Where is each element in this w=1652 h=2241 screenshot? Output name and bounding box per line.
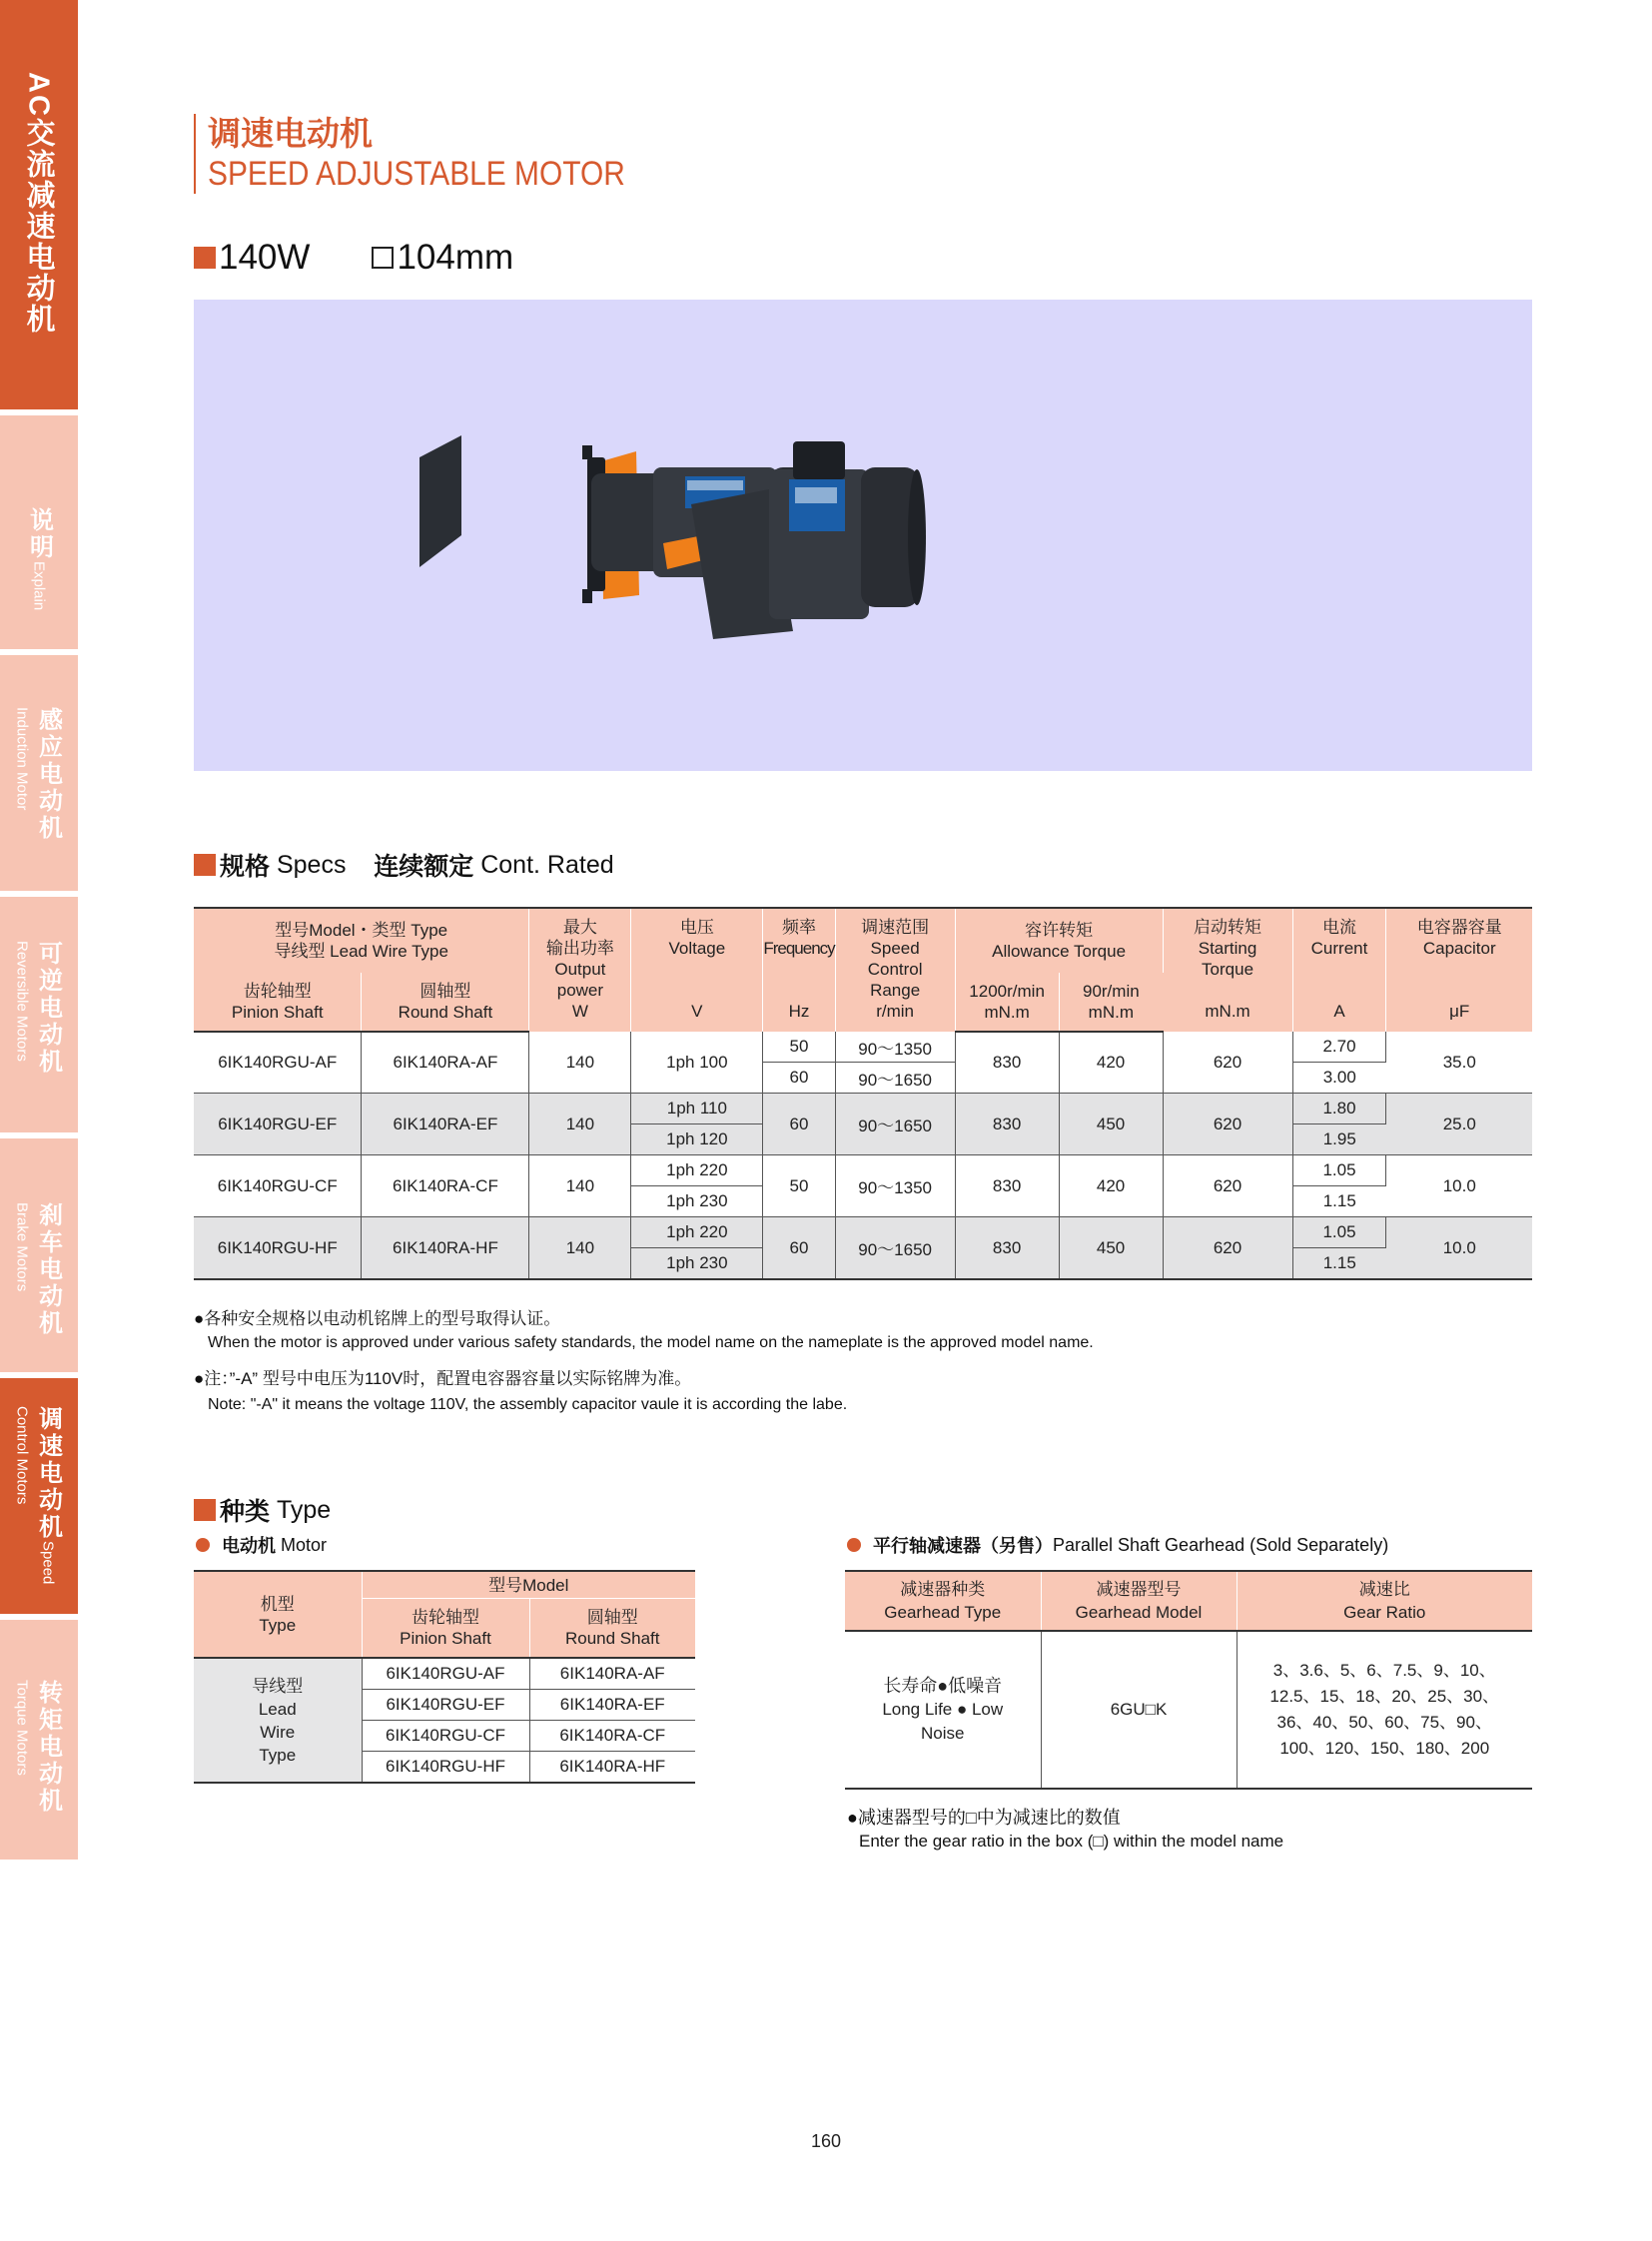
type-section-title: [194, 1492, 331, 1528]
cell-round-model: 6IK140RA-HF: [362, 1217, 529, 1280]
bullet-dot-icon: [847, 1538, 861, 1552]
side-tab-sublabel: Induction Motor: [13, 707, 31, 811]
ratio-line: 36、40、50、60、75、90、: [1276, 1713, 1492, 1732]
type-title-en: Type: [276, 1495, 332, 1524]
header-text: Gear Ratio: [1343, 1603, 1426, 1622]
header-voltage: [631, 908, 763, 1032]
header-text: Output: [554, 960, 606, 979]
header-text: 最大: [562, 918, 597, 937]
cell-text: Wire: [260, 1722, 296, 1742]
header-unit: mN.m: [1205, 1002, 1250, 1021]
cell-gearhead-model: 6GU□K: [1041, 1631, 1237, 1789]
table-row: [194, 1217, 1532, 1248]
note-voltage-cn: ●注：”-A” 型号中电压为110V时，配置电容器容量以实际铭牌为准。: [194, 1369, 692, 1388]
side-tab-main-label: AC交流减速电动机: [22, 72, 55, 335]
header-text: 减速器型号: [1096, 1580, 1182, 1599]
cell-text: 长寿命●低噪音: [883, 1676, 1003, 1696]
header-gear-ratio: [1237, 1571, 1532, 1631]
side-tab-sublabel: Speed Control Motors: [13, 1406, 57, 1585]
page-number: 160: [810, 2131, 842, 2151]
cell-pinion-model: 6IK140RGU-HF: [194, 1217, 362, 1280]
side-tab-reversible[interactable]: [0, 897, 78, 1132]
ratio-line: 100、120、150、180、200: [1279, 1739, 1490, 1758]
page-title-en: SPEED ADJUSTABLE MOTOR: [208, 155, 625, 193]
cell-current: 1.15: [1292, 1186, 1386, 1217]
header-text: 90r/min: [1082, 982, 1140, 1001]
cell-torque-90: 450: [1059, 1094, 1163, 1155]
gearhead-note-en: Enter the gear ratio in the box (□) within the model name: [859, 1832, 1284, 1851]
header-text: Gearhead Model: [1075, 1603, 1203, 1622]
cell-current: 2.70: [1292, 1032, 1386, 1063]
cell-output: 140: [529, 1094, 631, 1155]
header-torque-90: [1059, 973, 1163, 1032]
motor-label-en: Motor: [281, 1534, 328, 1555]
header-unit: V: [691, 1002, 703, 1021]
cell-pinion-model: 6IK140RGU-CF: [194, 1155, 362, 1217]
header-current: [1292, 908, 1386, 1032]
header-text: 频率: [781, 918, 816, 937]
header-text: Range: [870, 981, 921, 1000]
square-marker-icon: [194, 247, 216, 269]
header-text: 启动转矩: [1194, 918, 1262, 937]
header-text: Torque: [1202, 960, 1254, 979]
cell-voltage: 1ph 120: [631, 1124, 763, 1155]
cell-current: 1.95: [1292, 1124, 1386, 1155]
cell-text: Lead: [258, 1699, 297, 1719]
header-output: [529, 908, 631, 1032]
motor-type-table: [194, 1570, 695, 1784]
side-tab-ac-motor[interactable]: [0, 0, 78, 409]
gearhead-label-en: Parallel Shaft Gearhead (Sold Separately): [1053, 1534, 1389, 1555]
table-row: [194, 1032, 1532, 1063]
side-tab-induction[interactable]: [0, 655, 78, 891]
cell-speed: 90～1650: [835, 1063, 955, 1094]
side-tab-label: 说明: [25, 507, 53, 561]
cell-speed: 90～1650: [835, 1094, 955, 1155]
cell-pinion-model: 6IK140RGU-HF: [362, 1752, 529, 1784]
header-unit: A: [1333, 1002, 1345, 1021]
header-text: 容许转矩: [1025, 921, 1094, 940]
header-text: 机型: [260, 1594, 295, 1614]
side-tab-label: 调速电动机: [34, 1406, 62, 1541]
header-text: Capacitor: [1422, 939, 1496, 958]
cell-starting: 620: [1163, 1032, 1292, 1094]
cell-voltage: 1ph 220: [631, 1217, 763, 1248]
specs-title-en: Specs: [276, 850, 347, 879]
header-text: 减速比: [1358, 1580, 1410, 1599]
cell-voltage: 1ph 230: [631, 1186, 763, 1217]
cell-torque-90: 450: [1059, 1217, 1163, 1280]
cell-text: Long Life ● Low: [882, 1700, 1004, 1719]
cell-round-model: 6IK140RA-CF: [362, 1155, 529, 1217]
cell-torque-90: 420: [1059, 1155, 1163, 1217]
page-header: [194, 114, 682, 194]
header-capacitor: [1386, 908, 1532, 1032]
header-text: power: [556, 981, 604, 1000]
cell-starting: 620: [1163, 1094, 1292, 1155]
header-unit: mN.m: [984, 1003, 1030, 1022]
specs-header-row: [194, 908, 1532, 973]
cell-type: [194, 1658, 362, 1783]
header-text: Round Shaft: [564, 1629, 660, 1648]
header-gearhead-model: [1041, 1571, 1237, 1631]
header-speed: [835, 908, 955, 1032]
cell-capacitor: 25.0: [1386, 1094, 1532, 1155]
cell-voltage: 1ph 110: [631, 1094, 763, 1124]
header-text: Gearhead Type: [884, 1603, 1002, 1622]
cell-frequency: 50: [763, 1032, 835, 1063]
ratio-line: 3、3.6、5、6、7.5、9、10、: [1272, 1661, 1496, 1680]
gearhead-note-cn: ●减速器型号的□中为减速比的数值: [847, 1808, 1121, 1828]
cell-pinion-model: 6IK140RGU-AF: [194, 1032, 362, 1094]
rating-line: [194, 238, 513, 278]
cell-voltage: 1ph 220: [631, 1155, 763, 1186]
cell-torque-1200: 830: [955, 1094, 1059, 1155]
cell-voltage: 1ph 230: [631, 1248, 763, 1280]
gearhead-header-row: [845, 1571, 1532, 1631]
header-text: 导线型 Lead Wire Type: [274, 942, 448, 961]
header-text: Pinion Shaft: [400, 1629, 491, 1648]
product-photo: [194, 300, 1532, 771]
header-unit: μF: [1449, 1002, 1470, 1021]
cell-speed: 90～1650: [835, 1217, 955, 1280]
side-tab-sublabel: Reversible Motors: [13, 941, 31, 1062]
cell-frequency: 60: [763, 1063, 835, 1094]
header-round: [529, 1599, 695, 1659]
header-text: 电流: [1322, 918, 1356, 937]
power-rating: 140W: [219, 238, 311, 277]
side-tab-sublabel: Explain: [30, 561, 48, 611]
cell-round-model: 6IK140RA-EF: [529, 1690, 695, 1721]
cell-text: Noise: [921, 1724, 965, 1743]
cell-torque-1200: 830: [955, 1155, 1059, 1217]
cell-starting: 620: [1163, 1217, 1292, 1280]
header-starting: [1163, 908, 1292, 1032]
table-row: [845, 1631, 1532, 1789]
header-unit: r/min: [876, 1002, 915, 1021]
specs-title-cn: 规格: [220, 853, 271, 881]
cell-torque-1200: 830: [955, 1032, 1059, 1094]
side-tab-speed-control[interactable]: [0, 1378, 78, 1614]
header-text: 减速器种类: [900, 1580, 986, 1599]
header-unit: Hz: [788, 1002, 810, 1021]
square-marker-icon: [194, 854, 216, 876]
cell-pinion-model: 6IK140RGU-CF: [362, 1721, 529, 1752]
header-gearhead-type: [845, 1571, 1041, 1631]
header-text: 型号Model・类型 Type: [275, 921, 448, 940]
cell-capacitor: 35.0: [1386, 1032, 1532, 1094]
square-marker-icon: [194, 1499, 216, 1521]
header-text: Current: [1310, 939, 1368, 958]
gearhead-subtitle: [847, 1532, 1388, 1558]
cell-pinion-model: 6IK140RGU-EF: [362, 1690, 529, 1721]
ratio-line: 12.5、15、18、20、25、30、: [1269, 1687, 1500, 1706]
motor-table-header-row: [194, 1571, 695, 1599]
header-text: 齿轮轴型: [412, 1608, 479, 1627]
frame-size-square-icon: [372, 247, 394, 269]
frame-size: 104mm: [397, 238, 514, 277]
cell-round-model: 6IK140RA-AF: [529, 1658, 695, 1690]
rated-title-en: Cont. Rated: [480, 850, 614, 879]
side-tab-label: 感应电动机: [34, 707, 62, 842]
side-tab-explain[interactable]: [0, 415, 78, 649]
header-text: 调速范围: [861, 918, 930, 937]
cell-current: 1.15: [1292, 1248, 1386, 1280]
cell-round-model: 6IK140RA-AF: [362, 1032, 529, 1094]
note-safety-en: When the motor is approved under various safety standards, the model name on the nameplate is the approved model name.: [208, 1334, 1094, 1351]
specs-section-title: [194, 847, 614, 883]
header-text: Type: [259, 1615, 297, 1635]
cell-current: 1.05: [1292, 1217, 1386, 1248]
cell-starting: 620: [1163, 1155, 1292, 1217]
cell-round-model: 6IK140RA-HF: [529, 1752, 695, 1784]
cell-capacitor: 10.0: [1386, 1217, 1532, 1280]
bullet-dot-icon: [196, 1538, 210, 1552]
motor-illustration: [194, 300, 1532, 771]
cell-gear-ratios: [1237, 1631, 1532, 1789]
rated-title-cn: 连续额定: [374, 853, 474, 881]
header-text: Voltage: [668, 939, 726, 958]
cell-output: 140: [529, 1217, 631, 1280]
header-round: [362, 973, 529, 1032]
side-tab-label: 刹车电动机: [34, 1202, 62, 1337]
cell-speed: 90～1350: [835, 1032, 955, 1063]
header-text: Pinion Shaft: [231, 1003, 324, 1022]
cell-frequency: 50: [763, 1155, 835, 1217]
header-text: Allowance Torque: [992, 942, 1127, 961]
side-tab-sublabel: Brake Motors: [13, 1202, 31, 1292]
header-frequency: [763, 908, 835, 1032]
cell-pinion-model: 6IK140RGU-EF: [194, 1094, 362, 1155]
cell-round-model: 6IK140RA-EF: [362, 1094, 529, 1155]
side-tab-torque[interactable]: [0, 1620, 78, 1860]
header-allowance: [955, 908, 1163, 973]
cell-text: 导线型: [252, 1676, 304, 1696]
side-tab-sublabel: Torque Motors: [13, 1680, 31, 1776]
cell-frequency: 60: [763, 1217, 835, 1280]
cell-current: 1.80: [1292, 1094, 1386, 1124]
header-type: [194, 1571, 362, 1658]
note-safety-cn: ●各种安全规格以电动机铭牌上的型号取得认证。: [194, 1309, 561, 1328]
cell-output: 140: [529, 1155, 631, 1217]
header-model: 型号Model: [362, 1571, 695, 1599]
cell-speed: 90～1350: [835, 1155, 955, 1217]
page-title-cn: 调速电动机: [208, 115, 373, 152]
side-tab-brake[interactable]: [0, 1138, 78, 1372]
motor-subtitle: [196, 1532, 327, 1558]
table-row: [194, 1155, 1532, 1186]
header-pinion: [194, 973, 362, 1032]
side-tab-label: 可逆电动机: [34, 941, 62, 1076]
header-text: 圆轴型: [586, 1608, 638, 1627]
cell-torque-90: 420: [1059, 1032, 1163, 1094]
header-model-type: [194, 908, 529, 973]
side-tab-label: 转矩电动机: [34, 1680, 62, 1815]
motor-label-cn: 电动机: [222, 1536, 276, 1556]
header-torque-1200: [955, 973, 1059, 1032]
header-text: Frequency: [763, 939, 835, 958]
gearhead-table: [845, 1570, 1532, 1790]
header-text: Round Shaft: [398, 1003, 493, 1022]
specs-table: [194, 907, 1532, 1280]
cell-round-model: 6IK140RA-CF: [529, 1721, 695, 1752]
cell-capacitor: 10.0: [1386, 1155, 1532, 1217]
header-text: 圆轴型: [419, 982, 471, 1001]
header-text: Speed: [870, 939, 920, 958]
cell-text: Type: [259, 1745, 297, 1765]
gearhead-label-cn: 平行轴减速器（另售）: [873, 1536, 1053, 1556]
note-voltage-en: Note: "-A" it means the voltage 110V, the assembly capacitor vaule it is according the labe.: [208, 1396, 848, 1413]
header-unit: W: [571, 1002, 588, 1021]
cell-output: 140: [529, 1032, 631, 1094]
header-unit: mN.m: [1088, 1003, 1134, 1022]
header-text: 1200r/min: [969, 982, 1045, 1001]
cell-current: 1.05: [1292, 1155, 1386, 1186]
cell-pinion-model: 6IK140RGU-AF: [362, 1658, 529, 1690]
cell-gearhead-type: [845, 1631, 1041, 1789]
header-pinion: [362, 1599, 529, 1659]
header-text: 输出功率: [545, 939, 614, 958]
header-text: 电压: [679, 918, 714, 937]
header-text: 电容器容量: [1416, 918, 1502, 937]
header-text: Starting: [1198, 939, 1257, 958]
table-row: [194, 1658, 695, 1690]
cell-current: 3.00: [1292, 1063, 1386, 1094]
cell-frequency: 60: [763, 1094, 835, 1155]
cell-torque-1200: 830: [955, 1217, 1059, 1280]
header-text: 齿轮轴型: [243, 982, 312, 1001]
cell-voltage: 1ph 100: [631, 1032, 763, 1094]
side-navigation: [0, 0, 78, 1860]
type-title-cn: 种类: [220, 1498, 271, 1526]
header-text: Control: [867, 960, 923, 979]
table-row: [194, 1094, 1532, 1124]
